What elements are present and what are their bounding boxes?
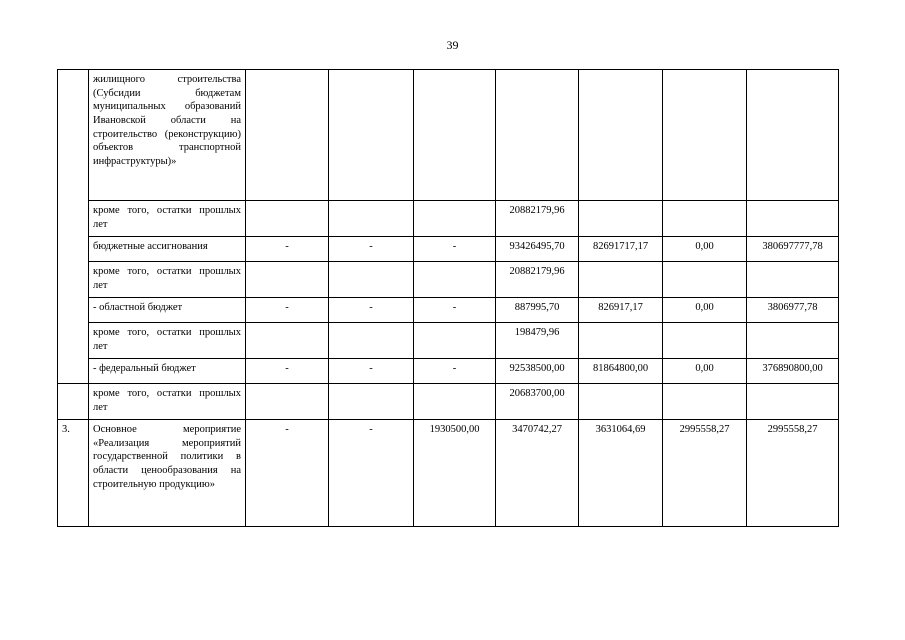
value-cell: 1930500,00 — [414, 420, 496, 527]
row-name-cell: кроме того, остатки прошлых лет — [89, 384, 246, 420]
index-cell — [58, 70, 89, 384]
value-cell: 20683700,00 — [496, 384, 579, 420]
table-row — [58, 70, 839, 201]
page-number: 39 — [446, 38, 459, 52]
budget-table — [57, 69, 839, 527]
value-cell — [414, 262, 496, 298]
value-cell — [414, 384, 496, 420]
table-row — [58, 262, 839, 298]
table-row — [58, 384, 839, 420]
value-cell — [246, 70, 329, 201]
table-row — [58, 323, 839, 359]
value-cell: 0,00 — [663, 359, 747, 384]
value-cell — [747, 201, 839, 237]
table-row — [58, 298, 839, 323]
value-cell — [329, 70, 414, 201]
value-cell — [579, 262, 663, 298]
value-cell: 81864800,00 — [579, 359, 663, 384]
value-cell — [329, 262, 414, 298]
value-cell: - — [329, 359, 414, 384]
value-cell: 380697777,78 — [747, 237, 839, 262]
value-cell: - — [329, 237, 414, 262]
value-cell — [414, 323, 496, 359]
value-cell — [747, 323, 839, 359]
value-cell: - — [246, 420, 329, 527]
row-name-cell: кроме того, остатки прошлых лет — [89, 323, 246, 359]
value-cell — [579, 70, 663, 201]
value-cell: 3806977,78 — [747, 298, 839, 323]
value-cell — [329, 323, 414, 359]
row-name-cell: - областной бюджет — [89, 298, 246, 323]
value-cell: 0,00 — [663, 298, 747, 323]
value-cell: 376890800,00 — [747, 359, 839, 384]
value-cell — [579, 384, 663, 420]
value-cell — [663, 70, 747, 201]
value-cell: - — [414, 298, 496, 323]
value-cell — [663, 323, 747, 359]
value-cell: - — [246, 237, 329, 262]
value-cell: 0,00 — [663, 237, 747, 262]
value-cell — [747, 70, 839, 201]
row-name-cell: кроме того, остатки прошлых лет — [89, 201, 246, 237]
value-cell — [414, 70, 496, 201]
row-name-cell: кроме того, остатки прошлых лет — [89, 262, 246, 298]
table-row — [58, 420, 839, 527]
value-cell: 3631064,69 — [579, 420, 663, 527]
value-cell: - — [246, 359, 329, 384]
value-cell: 92538500,00 — [496, 359, 579, 384]
value-cell: - — [329, 420, 414, 527]
value-cell — [579, 323, 663, 359]
value-cell: 82691717,17 — [579, 237, 663, 262]
value-cell — [414, 201, 496, 237]
value-cell — [663, 384, 747, 420]
value-cell: 93426495,70 — [496, 237, 579, 262]
row-name-cell: жилищного строительства (Субсидии бюджетам муниципальных образований Ивановской области на строительство (реконструкцию) объектов транспортной инфраструктуры)» — [89, 70, 246, 201]
index-cell — [58, 384, 89, 420]
value-cell — [246, 201, 329, 237]
value-cell — [663, 262, 747, 298]
row-name-cell: Основное мероприятие «Реализация мероприятий государственной политики в области ценообразования на строительную продукцию» — [89, 420, 246, 527]
value-cell: 20882179,96 — [496, 262, 579, 298]
value-cell — [329, 201, 414, 237]
value-cell — [496, 70, 579, 201]
value-cell: - — [329, 298, 414, 323]
value-cell: - — [414, 359, 496, 384]
value-cell — [329, 384, 414, 420]
table-row — [58, 237, 839, 262]
value-cell: - — [246, 298, 329, 323]
value-cell — [663, 201, 747, 237]
row-name-cell: - федеральный бюджет — [89, 359, 246, 384]
value-cell: 20882179,96 — [496, 201, 579, 237]
table-row — [58, 359, 839, 384]
value-cell: 3470742,27 — [496, 420, 579, 527]
value-cell — [747, 384, 839, 420]
value-cell: 887995,70 — [496, 298, 579, 323]
value-cell: 826917,17 — [579, 298, 663, 323]
row-name-cell: бюджетные ассигнования — [89, 237, 246, 262]
value-cell: 2995558,27 — [747, 420, 839, 527]
value-cell — [246, 323, 329, 359]
value-cell: 198479,96 — [496, 323, 579, 359]
table-row — [58, 201, 839, 237]
value-cell — [579, 201, 663, 237]
value-cell: - — [414, 237, 496, 262]
index-cell: 3. — [58, 420, 89, 527]
value-cell: 2995558,27 — [663, 420, 747, 527]
value-cell — [747, 262, 839, 298]
value-cell — [246, 262, 329, 298]
value-cell — [246, 384, 329, 420]
